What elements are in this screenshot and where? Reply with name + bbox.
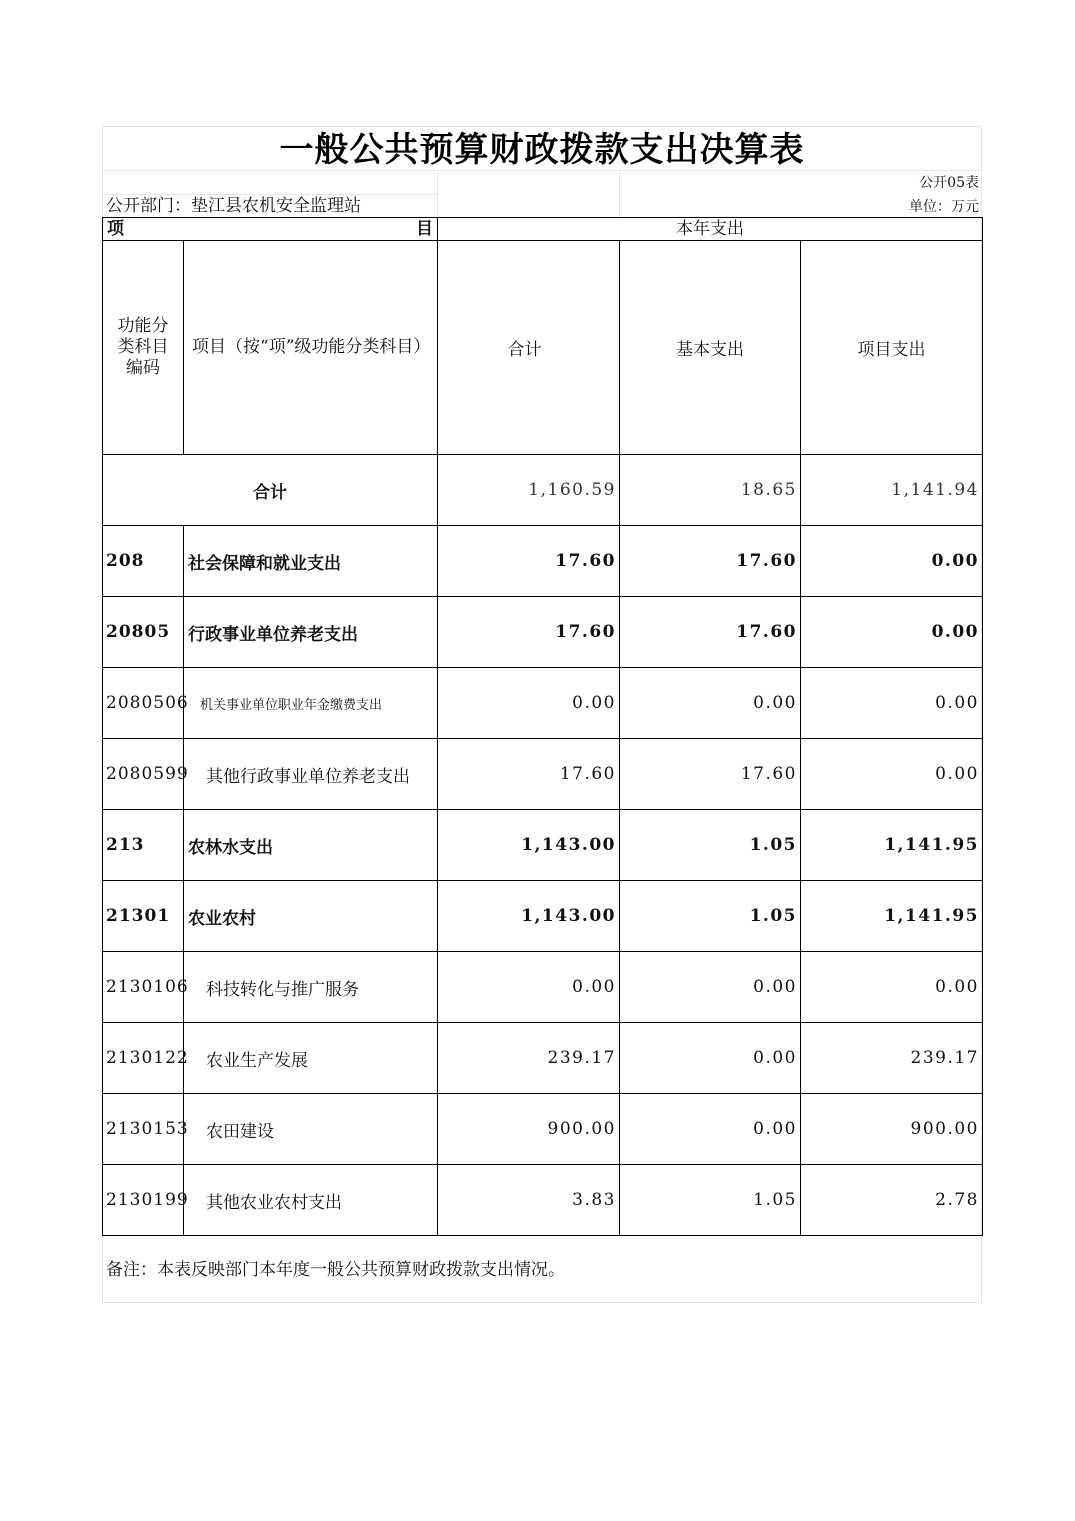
name-cell: 农业农村 <box>184 881 438 952</box>
department-label: 公开部门：垫江县农机安全监理站 <box>106 196 361 216</box>
table-row <box>103 668 983 739</box>
project-cell: 1,141.95 <box>801 881 983 952</box>
project-cell: 1,141.95 <box>801 810 983 881</box>
code-column-header <box>103 241 184 455</box>
table-row <box>103 881 983 952</box>
header-row-2 <box>103 241 983 455</box>
name-cell: 行政事业单位养老支出 <box>184 597 438 668</box>
project-cell: 0.00 <box>801 952 983 1023</box>
code-cell: 21301 <box>103 881 184 952</box>
form-number: 公开05表 <box>919 175 979 191</box>
total-cell: 17.60 <box>438 526 620 597</box>
basic-cell: 0.00 <box>620 1023 801 1094</box>
expenditure-table <box>102 217 983 1236</box>
code-column-label: 功能分类科目编码 <box>117 316 169 378</box>
basic-cell: 1.05 <box>620 881 801 952</box>
total-sum: 1,160.59 <box>438 455 620 526</box>
grid-line <box>437 170 438 217</box>
basic-cell: 0.00 <box>620 1094 801 1165</box>
name-cell: 农业生产发展 <box>184 1023 438 1094</box>
name-cell: 科技转化与推广服务 <box>184 952 438 1023</box>
total-cell: 0.00 <box>438 668 620 739</box>
code-cell: 2080599 <box>103 739 184 810</box>
name-cell: 社会保障和就业支出 <box>184 526 438 597</box>
this-year-header: 本年支出 <box>438 218 983 241</box>
total-cell: 900.00 <box>438 1094 620 1165</box>
basic-cell: 0.00 <box>620 668 801 739</box>
project-column-header: 项目支出 <box>801 241 983 455</box>
footnote: 备注：本表反映部门本年度一般公共预算财政拨款支出情况。 <box>106 1260 565 1280</box>
item-header-right: 目 <box>416 219 433 239</box>
name-cell: 其他农业农村支出 <box>184 1165 438 1236</box>
name-cell: 其他行政事业单位养老支出 <box>184 739 438 810</box>
project-cell: 0.00 <box>801 526 983 597</box>
basic-column-header: 基本支出 <box>620 241 801 455</box>
project-cell: 0.00 <box>801 668 983 739</box>
total-cell: 17.60 <box>438 597 620 668</box>
project-cell: 0.00 <box>801 739 983 810</box>
total-cell: 3.83 <box>438 1165 620 1236</box>
basic-cell: 17.60 <box>620 526 801 597</box>
code-cell: 2130122 <box>103 1023 184 1094</box>
total-label: 合计 <box>103 455 438 526</box>
page-title: 一般公共预算财政拨款支出决算表 <box>279 130 805 170</box>
basic-cell: 1.05 <box>620 810 801 881</box>
total-cell: 17.60 <box>438 739 620 810</box>
name-cell: 机关事业单位职业年金缴费支出 <box>184 668 438 739</box>
table-row <box>103 739 983 810</box>
name-cell: 农田建设 <box>184 1094 438 1165</box>
basic-cell: 1.05 <box>620 1165 801 1236</box>
total-project: 1,141.94 <box>801 455 983 526</box>
project-cell: 900.00 <box>801 1094 983 1165</box>
unit-label: 单位：万元 <box>909 199 979 215</box>
code-cell: 213 <box>103 810 184 881</box>
code-cell: 2130106 <box>103 952 184 1023</box>
project-cell: 2.78 <box>801 1165 983 1236</box>
total-row <box>103 455 983 526</box>
name-column-header <box>184 241 438 455</box>
project-cell: 0.00 <box>801 597 983 668</box>
table-row <box>103 526 983 597</box>
total-cell: 1,143.00 <box>438 881 620 952</box>
table-row <box>103 810 983 881</box>
grid-line <box>102 1302 982 1303</box>
total-cell: 1,143.00 <box>438 810 620 881</box>
code-cell: 208 <box>103 526 184 597</box>
project-cell: 239.17 <box>801 1023 983 1094</box>
total-cell: 0.00 <box>438 952 620 1023</box>
basic-cell: 17.60 <box>620 739 801 810</box>
code-cell: 2130199 <box>103 1165 184 1236</box>
name-cell: 农林水支出 <box>184 810 438 881</box>
basic-cell: 17.60 <box>620 597 801 668</box>
data-rows <box>103 526 983 1236</box>
table-row <box>103 597 983 668</box>
grid-line <box>619 170 620 217</box>
item-header-left: 项 <box>107 219 124 239</box>
table-row <box>103 952 983 1023</box>
total-basic: 18.65 <box>620 455 801 526</box>
basic-cell: 0.00 <box>620 952 801 1023</box>
table-row <box>103 1023 983 1094</box>
code-cell: 2130153 <box>103 1094 184 1165</box>
name-column-label: 项目（按“项”级功能分类科目） <box>192 337 431 357</box>
total-column-header: 合计 <box>438 241 620 455</box>
header-row-1 <box>103 218 983 241</box>
item-header-cell <box>103 218 438 241</box>
code-cell: 2080506 <box>103 668 184 739</box>
table-row <box>103 1165 983 1236</box>
code-cell: 20805 <box>103 597 184 668</box>
table-row <box>103 1094 983 1165</box>
total-cell: 239.17 <box>438 1023 620 1094</box>
